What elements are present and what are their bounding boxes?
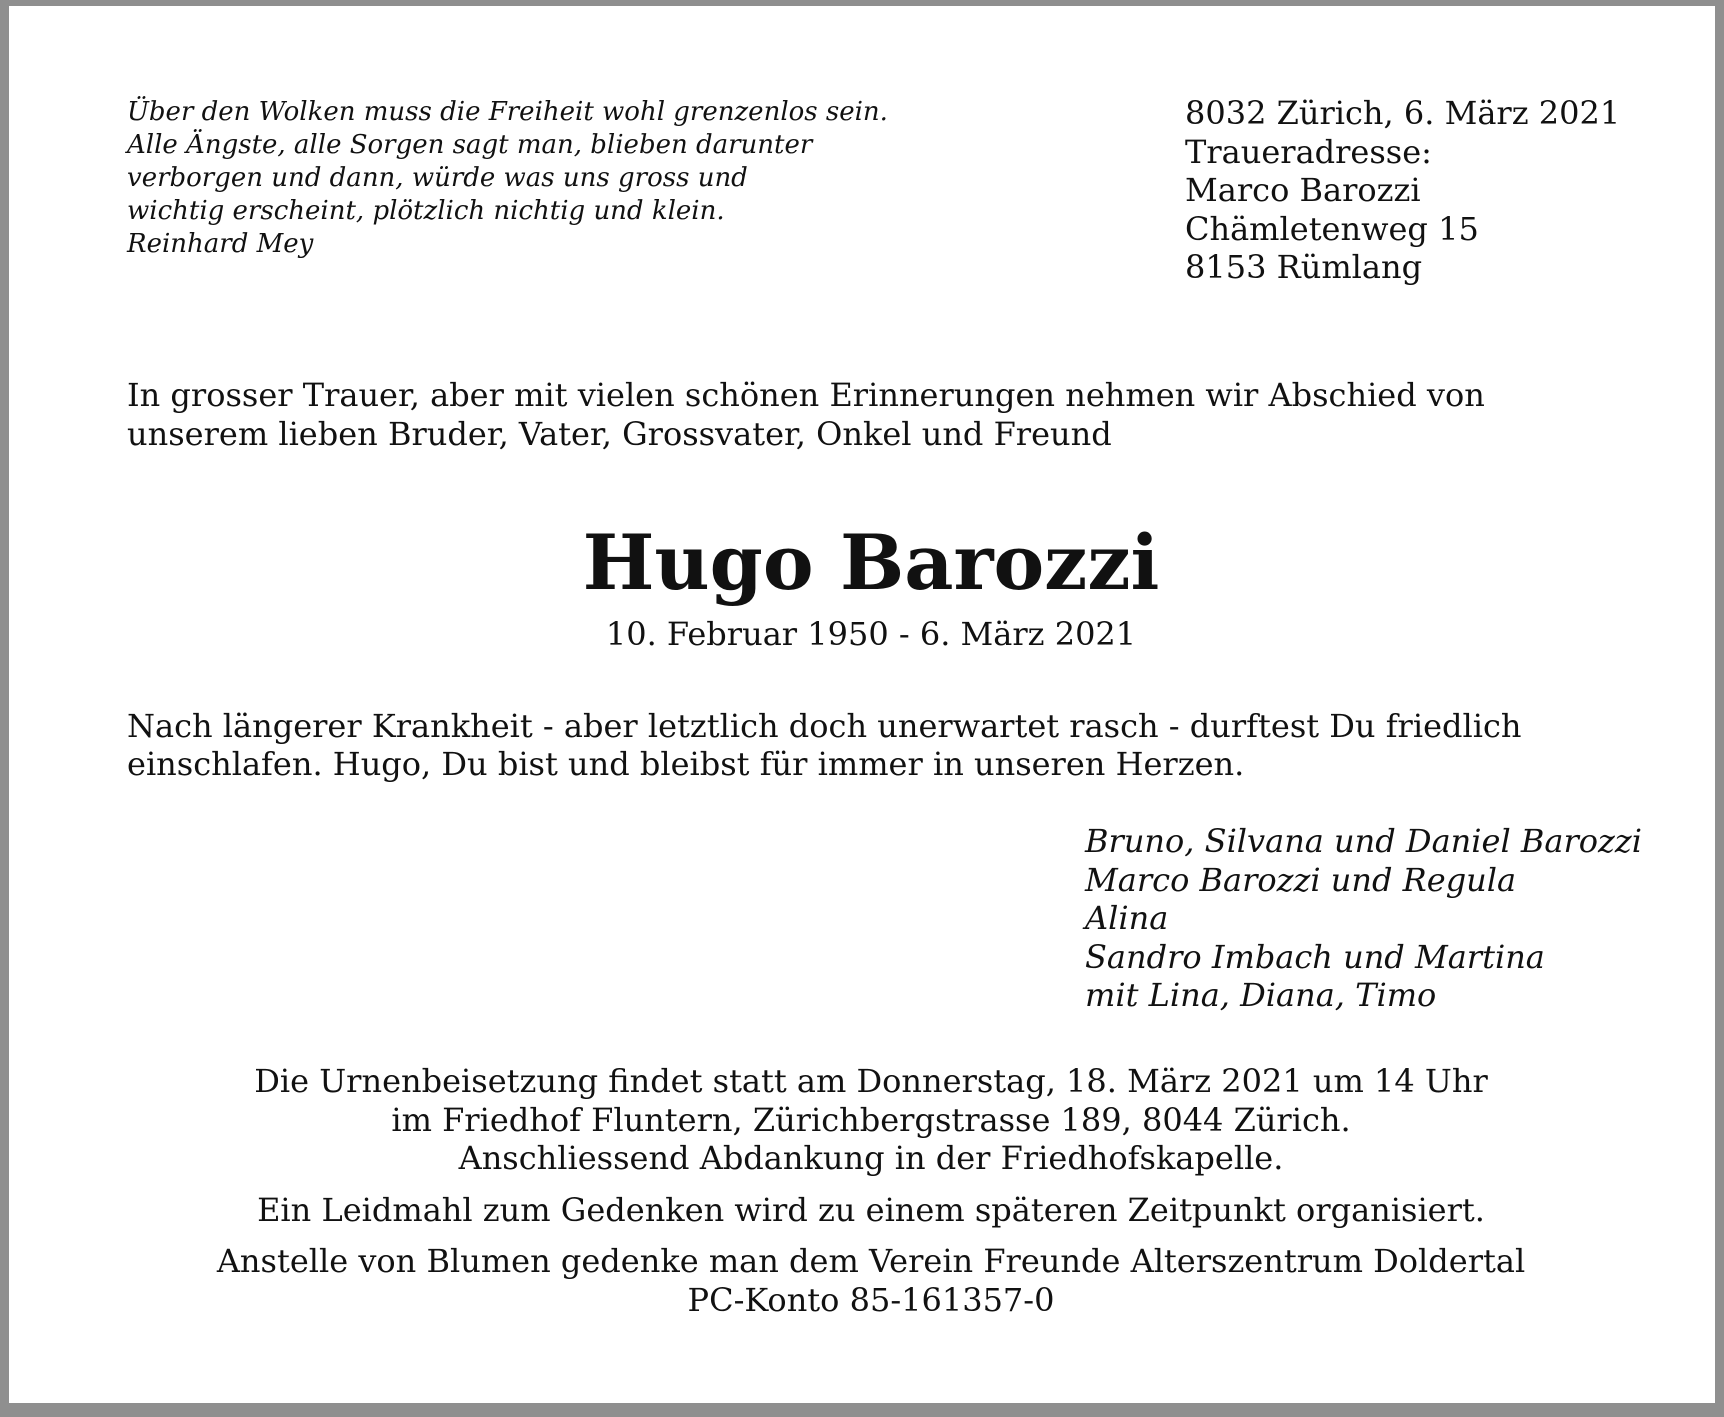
farewell-message <box>127 707 1647 783</box>
quote-line: verborgen und dann, würde was uns gross und <box>127 163 748 193</box>
family-line: mit Lina, Diana, Timo <box>1085 976 1437 1014</box>
family-line: Sandro Imbach und Martina <box>1085 937 1545 976</box>
deceased-name: Hugo Barozzi <box>582 518 1160 607</box>
quote-line: Alle Ängste, alle Sorgen sagt man, blieben darunter <box>127 130 813 160</box>
place-date: 8032 Zürich, 6. März 2021 <box>1185 94 1621 132</box>
account-line: PC-Konto 85-161357-0 <box>687 1280 1055 1319</box>
intro-line: unserem lieben Bruder, Vater, Grossvater, Onkel und Freund <box>127 415 1112 453</box>
intro-text <box>127 376 1647 454</box>
burial-line: Anschliessend Abdankung in der Friedhofskapelle. <box>458 1139 1284 1177</box>
poem-quote <box>127 96 927 261</box>
family-signatures <box>1085 822 1685 1015</box>
family-line: Alina <box>1085 899 1169 937</box>
life-dates: 10. Februar 1950 - 6. März 2021 <box>605 615 1137 653</box>
burial-line: im Friedhof Fluntern, Zürichbergstrasse 189, 8044 Zürich. <box>391 1100 1351 1139</box>
service-details <box>9 1062 1724 1319</box>
quote-line: wichtig erscheint, plötzlich nichtig und klein. <box>127 196 725 226</box>
donation-line: Anstelle von Blumen gedenke man dem Verein Freunde Alterszentrum Doldertal <box>216 1242 1526 1280</box>
burial-line: Die Urnenbeisetzung findet statt am Donnerstag, 18. März 2021 um 14 Uhr <box>254 1062 1488 1100</box>
mourning-address <box>1185 94 1685 287</box>
message-line: einschlafen. Hugo, Du bist und bleibst für immer in unseren Herzen. <box>127 745 1245 783</box>
address-city: 8153 Rümlang <box>1185 248 1423 286</box>
memorial-meal-line: Ein Leidmahl zum Gedenken wird zu einem späteren Zeitpunkt organisiert. <box>257 1190 1485 1229</box>
quote-line: Über den Wolken muss die Freiheit wohl grenzenlos sein. <box>127 97 888 127</box>
intro-line: In grosser Trauer, aber mit vielen schönen Erinnerungen nehmen wir Abschied von <box>127 376 1485 414</box>
message-line: Nach längerer Krankheit - aber letztlich doch unerwartet rasch - durftest Du friedlich <box>127 707 1522 745</box>
address-label: Traueradresse: <box>1185 132 1432 171</box>
family-line: Bruno, Silvana und Daniel Barozzi <box>1085 822 1642 860</box>
address-name: Marco Barozzi <box>1185 171 1421 209</box>
quote-author: Reinhard Mey <box>127 229 314 259</box>
address-street: Chämletenweg 15 <box>1185 209 1479 248</box>
family-line: Marco Barozzi und Regula <box>1085 860 1517 899</box>
